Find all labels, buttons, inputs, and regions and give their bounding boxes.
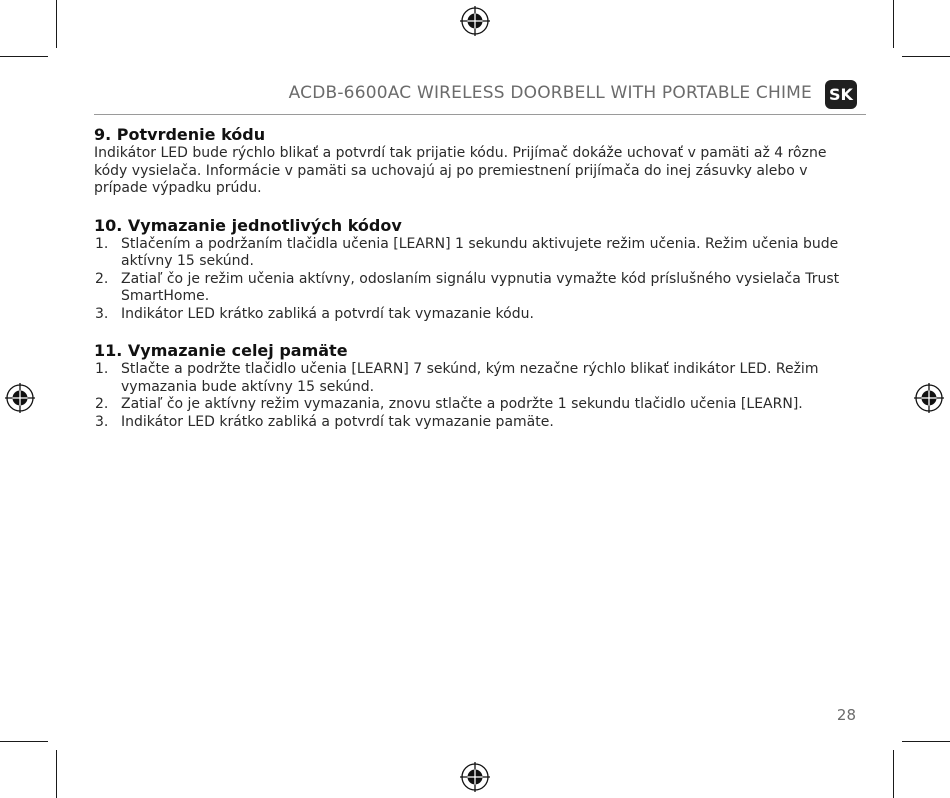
section-heading: 10. Vymazanie jednotlivých kódov [94, 215, 402, 235]
step-number: 3. [95, 413, 109, 430]
page-number: 28 [836, 706, 856, 724]
crop-mark [893, 0, 894, 48]
list-item [94, 361, 854, 396]
page-content [94, 124, 854, 448]
crop-mark [0, 741, 48, 742]
crop-mark [0, 56, 48, 57]
steps-list [94, 236, 854, 324]
registration-mark-icon [5, 383, 35, 413]
list-item [94, 271, 854, 306]
list-item [94, 396, 854, 414]
section-heading: 9. Potvrdenie kódu [94, 125, 266, 144]
crop-mark [56, 750, 57, 798]
section-heading: 11. Vymazanie celej pamäte [94, 341, 348, 360]
list-item [94, 306, 854, 324]
crop-mark [56, 0, 57, 48]
section-delete-memory [94, 340, 854, 431]
registration-mark-icon [460, 762, 490, 792]
list-item [94, 414, 854, 432]
list-item [94, 236, 854, 271]
language-badge: SK [825, 80, 857, 109]
section-delete-single-codes [94, 215, 854, 324]
registration-mark-icon [460, 6, 490, 36]
header-divider [94, 114, 866, 115]
step-text: Indikátor LED krátko zabliká a potvrdí tak vymazanie pamäte. [121, 413, 554, 430]
crop-mark [902, 741, 950, 742]
step-text: Zatiaľ čo je režim učenia aktívny, odoslaním signálu vypnutia vymažte kód príslušného vysielača Trust SmartHome. [121, 270, 840, 304]
document-header-title: ACDB-6600AC WIRELESS DOORBELL WITH PORTABLE CHIME [288, 83, 812, 103]
crop-mark [893, 750, 894, 798]
step-text: Stlačením a podržaním tlačidla učenia [LEARN] 1 sekundu aktivujete režim učenia. Režim učenia bude aktívny 15 sekúnd. [121, 235, 839, 269]
step-text: Indikátor LED krátko zabliká a potvrdí tak vymazanie kódu. [121, 305, 534, 322]
section-paragraph: Indikátor LED bude rýchlo blikať a potvrdí tak prijatie kódu. Prijímač dokáže uchovať v pamäti až 4 rôzne kódy vysielača. Informácie v pamäti sa uchovajú aj po premiestnení prijímača do inej zásuvky alebo v prípade výpadku prúdu. [94, 145, 827, 196]
step-number: 2. [95, 396, 109, 412]
step-number: 1. [95, 361, 109, 377]
step-text: Zatiaľ čo je aktívny režim vymazania, znovu stlačte a podržte 1 sekundu tlačidlo učenia [LEARN]. [121, 396, 803, 412]
step-text: Stlačte a podržte tlačidlo učenia [LEARN] 7 sekúnd, kým nezačne rýchlo blikať indikátor LED. Režim vymazania bude aktívny 15 sekúnd. [121, 361, 819, 395]
steps-list [94, 361, 854, 431]
step-number: 1. [95, 235, 109, 252]
crop-mark [902, 56, 950, 57]
step-number: 2. [95, 270, 109, 287]
section-code-confirmation [94, 124, 854, 198]
step-number: 3. [95, 305, 109, 322]
registration-mark-icon [914, 383, 944, 413]
